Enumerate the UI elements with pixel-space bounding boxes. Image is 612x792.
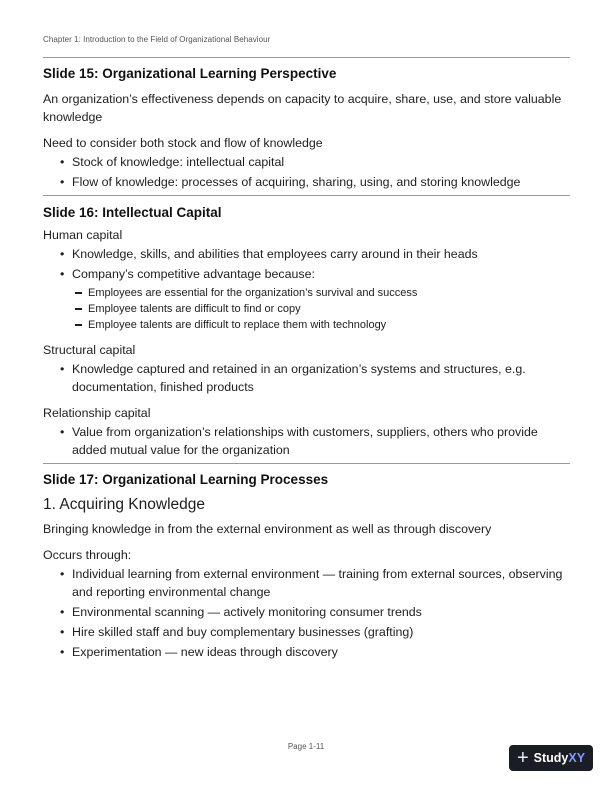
list-item: • Stock of knowledge: intellectual capital xyxy=(43,153,570,171)
bullet-list xyxy=(43,565,570,661)
studyxy-logo xyxy=(509,745,593,771)
list-item: • Value from organization’s relationships with customers, suppliers, others who provide added mutual value for the organization xyxy=(43,423,570,459)
list-item xyxy=(43,317,570,333)
slide-17-paragraph: Bringing knowledge in from the external environment as well as through discovery xyxy=(43,522,492,536)
logo-name: Study xyxy=(533,751,569,765)
slide-15-section xyxy=(43,65,570,193)
relationship-capital-label: Relationship capital xyxy=(43,406,151,420)
slide-17-title: Slide 17: Organizational Learning Processes xyxy=(43,472,329,487)
list-item-text: Employees are essential for the organization’s survival and success xyxy=(88,287,418,299)
list-item: • Knowledge captured and retained in an organization’s systems and structures, e.g. documentation, finished products xyxy=(43,360,570,396)
divider xyxy=(43,463,570,464)
list-item-text: Employee talents are difficult to replace them with technology xyxy=(88,319,387,331)
subheading: 1. Acquiring Knowledge xyxy=(43,496,206,513)
dash-list xyxy=(43,285,570,333)
list-item-text: Employee talents are difficult to find or copy xyxy=(88,303,301,315)
bullet-list xyxy=(43,153,570,191)
list-item xyxy=(43,285,570,301)
slide-16-title: Slide 16: Intellectual Capital xyxy=(43,205,222,220)
list-item: • Experimentation — new ideas through discovery xyxy=(43,643,570,661)
divider xyxy=(43,57,570,58)
logo-accent: XY xyxy=(568,751,586,765)
list-item: • Flow of knowledge: processes of acquiring, sharing, using, and storing knowledge xyxy=(43,173,570,191)
slide-17-section xyxy=(43,471,570,663)
slide-17-paragraph: Occurs through: xyxy=(43,548,132,562)
list-item xyxy=(43,301,570,317)
list-item: • Company’s competitive advantage because: xyxy=(43,265,570,283)
slide-15-paragraph: An organization’s effectiveness depends on capacity to acquire, share, use, and store valuable knowledge xyxy=(43,92,562,124)
list-item: • Hire skilled staff and buy complementary businesses (grafting) xyxy=(43,623,570,641)
list-item: • Environmental scanning — actively monitoring consumer trends xyxy=(43,603,570,621)
bullet-list xyxy=(43,423,570,459)
dash-icon xyxy=(75,308,82,310)
list-item: • Individual learning from external environment — training from external sources, observing and reporting environmental change xyxy=(43,565,570,601)
divider xyxy=(43,195,570,196)
plus-icon: + xyxy=(516,747,529,769)
slide-15-title: Slide 15: Organizational Learning Perspective xyxy=(43,66,337,81)
bullet-list xyxy=(43,245,570,283)
page-header: Chapter 1: Introduction to the Field of Organizational Behaviour xyxy=(43,35,271,44)
slide-16-section xyxy=(43,204,570,461)
dash-icon xyxy=(75,324,82,326)
dash-icon xyxy=(75,292,82,294)
bullet-list xyxy=(43,360,570,396)
human-capital-label: Human capital xyxy=(43,228,123,242)
slide-15-paragraph: Need to consider both stock and flow of knowledge xyxy=(43,136,323,150)
structural-capital-label: Structural capital xyxy=(43,343,136,357)
page-number: Page 1-11 xyxy=(287,742,325,751)
list-item: • Knowledge, skills, and abilities that employees carry around in their heads xyxy=(43,245,570,263)
